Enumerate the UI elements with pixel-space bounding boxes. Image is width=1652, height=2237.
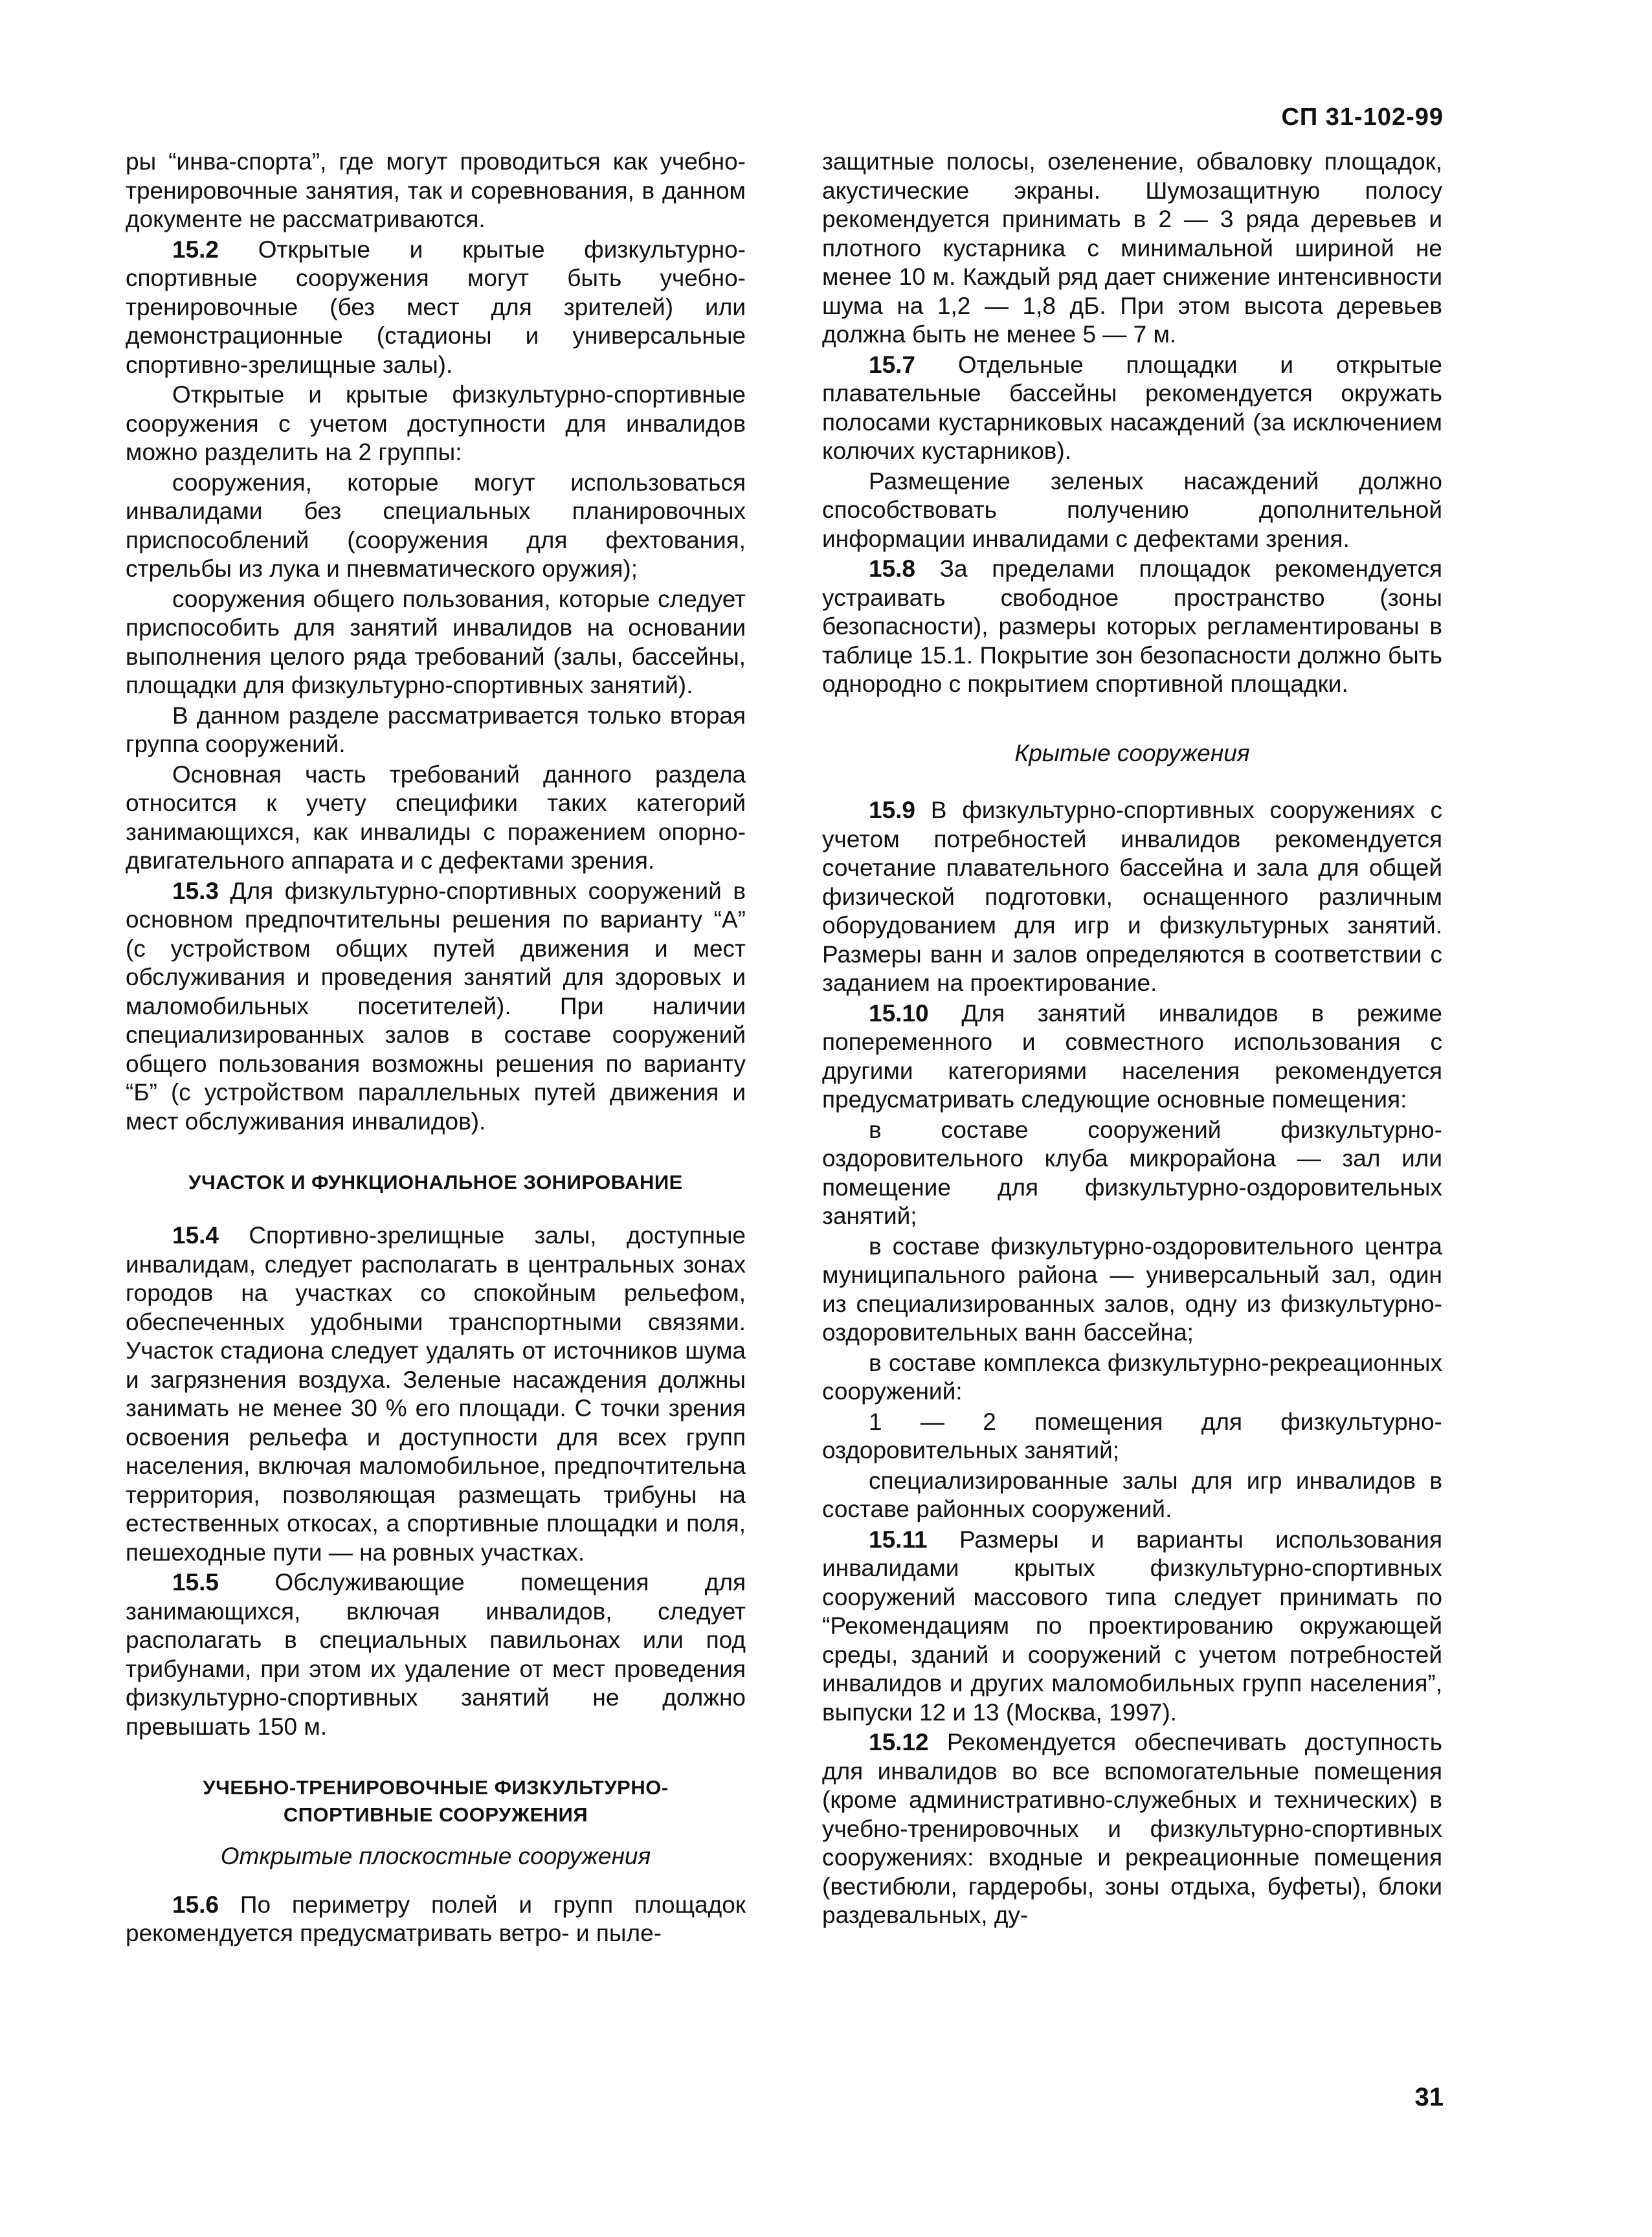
paragraph <box>822 1116 1442 1231</box>
paragraph-text: сооружения общего пользования, которые следует приспособить для занятий инвалидов на основании выполнения целого ряда требований (залы, бассейны, площадки для физкультурно-спортивных занятий). <box>126 585 746 698</box>
paragraph-text: Размещение зеленых насаждений должно способствовать получению дополнительной информации инвалидами с дефектами зрения. <box>822 467 1442 552</box>
clause-number: 15.11 <box>869 1526 928 1553</box>
paragraph <box>822 1349 1442 1407</box>
clause-number: 15.6 <box>172 1891 219 1918</box>
paragraph-15-12 <box>822 1728 1442 1930</box>
paragraph-15-7 <box>822 351 1442 466</box>
left-column <box>126 148 746 1948</box>
paragraph <box>822 1232 1442 1348</box>
clause-number: 15.8 <box>869 555 916 582</box>
paragraph <box>126 702 746 759</box>
paragraph <box>126 381 746 467</box>
paragraph-text: В данном разделе рассматривается только вторая группа сооружений. <box>126 702 746 757</box>
paragraph-text: Для физкультурно-спортивных сооружений в основном предпочтительны решения по варианту “А” (с устройством общих путей движения и мест обслуживания и проведения занятий для здоровых и маломобильных посетителей). При наличии специализированных залов в составе сооружений общего пользования возможны решения по варианту “Б” (с устройством параллельных путей движения и мест обслуживания инвалидов). <box>126 877 746 1135</box>
paragraph-text: Обслуживающие помещения для занимающихся, включая инвалидов, следует располагать в специальных павильонах или под трибунами, при этом их удаление от мест проведения физкультурно-спортивных занятий не должно превышать 150 м. <box>126 1569 746 1740</box>
section-heading <box>126 1775 746 1828</box>
paragraph-text: Рекомендуется обеспечивать доступность для инвалидов во все вспомогательные помещения (кроме административно-служебных и технических) в учебно-тренировочных и физкультурно-спортивных сооружениях: входные и рекреационные помещения (вестибюли, гардеробы, зоны отдыха, буфеты), блоки раздевальных, ду- <box>822 1729 1443 1928</box>
right-column <box>822 148 1442 1930</box>
paragraph <box>822 148 1442 350</box>
paragraph-15-4 <box>126 1221 746 1567</box>
paragraph <box>126 148 746 234</box>
paragraph <box>822 1467 1442 1524</box>
clause-number: 15.9 <box>869 797 916 823</box>
paragraph-text: Открытые и крытые физкультурно-спортивные сооружения с учетом доступности для инвалидов можно разделить на 2 группы: <box>126 381 746 465</box>
paragraph-text: Спортивно-зрелищные залы, доступные инвалидам, следует располагать в центральных зонах городов на участках со спокойным рельефом, обеспеченных удобными транспортными связями. Участок стадиона следует удалять от источников шума и загрязнения воздуха. Зеленые насаждения должны занимать не менее 30 % его площади. С точки зрения освоения рельефа и доступности для всех групп населения, включая маломобильное, предпочтительна территория, позволяющая размещать трибуны на естественных откосах, а спортивные площадки и поля, пешеходные пути — на ровных участках. <box>126 1222 746 1566</box>
paragraph <box>822 467 1442 554</box>
paragraph-15-5 <box>126 1568 746 1741</box>
paragraph <box>126 761 746 876</box>
section-heading-line: УЧЕБНО-ТРЕНИРОВОЧНЫЕ ФИЗКУЛЬТУРНО- <box>203 1776 669 1799</box>
paragraph-15-11 <box>822 1526 1442 1728</box>
document-code: СП 31-102-99 <box>1281 104 1444 131</box>
clause-number: 15.7 <box>869 351 916 378</box>
paragraph-text: Открытые и крытые физкультурно-спортивные сооружения могут быть учебно-тренировочные (без мест для зрителей) или демонстрационные (стадионы и универсальные спортивно-зрелищные залы). <box>126 236 746 378</box>
section-heading-line: СПОРТИВНЫЕ СООРУЖЕНИЯ <box>283 1803 588 1826</box>
paragraph <box>126 469 746 584</box>
clause-number: 15.12 <box>869 1729 929 1755</box>
clause-number: 15.2 <box>172 236 219 263</box>
paragraph-text: Отдельные площадки и открытые плавательные бассейны рекомендуется окружать полосами кустарниковых насаждений (за исключением колючих кустарников). <box>822 351 1443 464</box>
subsection-heading: Открытые плоскостные сооружения <box>220 1843 651 1869</box>
paragraph-text: За пределами площадок рекомендуется устраивать свободное пространство (зоны безопасности), размеры которых регламентированы в таблице 15.1. Покрытие зон безопасности должно быть однородно с покрытием спортивной площадки. <box>822 555 1442 697</box>
paragraph-15-9 <box>822 796 1442 998</box>
section-heading: УЧАСТОК И ФУНКЦИОНАЛЬНОЕ ЗОНИРОВАНИЕ <box>188 1171 683 1194</box>
paragraph-text: сооружения, которые могут использоваться инвалидами без специальных планировочных приспособлений (сооружения для фехтования, стрельбы из лука и пневматического оружия); <box>126 469 746 582</box>
paragraph-text: специализированные залы для игр инвалидов в составе районных сооружений. <box>822 1467 1442 1522</box>
paragraph-text: ры “инва-спорта”, где могут проводиться как учебно-тренировочные занятия, так и соревнования, в данном документе не рассматриваются. <box>126 148 746 232</box>
paragraph-15-6 <box>126 1891 746 1948</box>
paragraph-15-2 <box>126 236 746 380</box>
paragraph-text: 1 — 2 помещения для физкультурно-оздоровительных занятий; <box>822 1408 1442 1464</box>
paragraph-text: По периметру полей и групп площадок рекомендуется предусматривать ветро- и пыле- <box>126 1891 746 1946</box>
subsection-heading: Крытые сооружения <box>1014 739 1250 766</box>
paragraph-text: Размеры и варианты использования инвалидами крытых физкультурно-спортивных сооружений массового типа следует принимать по “Рекомендациям по проектированию окружающей среды, зданий и сооружений с учетом потребностей инвалидов и других маломобильных групп населения”, выпуски 12 и 13 (Москва, 1997). <box>822 1526 1442 1726</box>
paragraph-text: в составе физкультурно-оздоровительного центра муниципального района — универсальный зал, один из специализированных залов, одну из физкультурно-оздоровительных ванн бассейна; <box>822 1232 1442 1346</box>
clause-number: 15.5 <box>172 1569 219 1596</box>
paragraph <box>126 585 746 700</box>
page-number: 31 <box>1414 2083 1444 2111</box>
paragraph-15-8 <box>822 555 1442 699</box>
paragraph <box>822 1408 1442 1465</box>
paragraph-text: в составе сооружений физкультурно-оздоровительного клуба микрорайона — зал или помещение для физкультурно-оздоровительных занятий; <box>822 1116 1442 1229</box>
clause-number: 15.3 <box>172 877 219 904</box>
paragraph-15-3 <box>126 877 746 1137</box>
clause-number: 15.4 <box>172 1222 219 1249</box>
paragraph-text: Для занятий инвалидов в режиме попеременного и совместного использования с другими категориями населения рекомендуется предусматривать следующие основные помещения: <box>822 999 1442 1113</box>
paragraph-text: защитные полосы, озеленение, обваловку площадок, акустические экраны. Шумозащитную полосу рекомендуется принимать в 2 — 3 ряда деревьев и плотного кустарника с минимальной шириной не менее 10 м. Каждый ряд дает снижение интенсивности шума на 1,2 — 1,8 дБ. При этом высота деревьев должна быть не менее 5 — 7 м. <box>822 148 1442 348</box>
paragraph-text: В физкультурно-спортивных сооружениях с учетом потребностей инвалидов рекомендуется сочетание плавательного бассейна и зала для общей физической подготовки, оснащенного различным оборудованием для игр и физкультурных занятий. Размеры ванн и залов определяются в соответствии с заданием на проектирование. <box>822 797 1442 996</box>
clause-number: 15.10 <box>869 999 929 1027</box>
paragraph-15-10 <box>822 999 1442 1115</box>
paragraph-text: Основная часть требований данного раздела относится к учету специфики таких категорий занимающихся, как инвалиды с поражением опорно-двигательного аппарата и с дефектами зрения. <box>126 761 746 874</box>
paragraph-text: в составе комплекса физкультурно-рекреационных сооружений: <box>822 1349 1442 1405</box>
